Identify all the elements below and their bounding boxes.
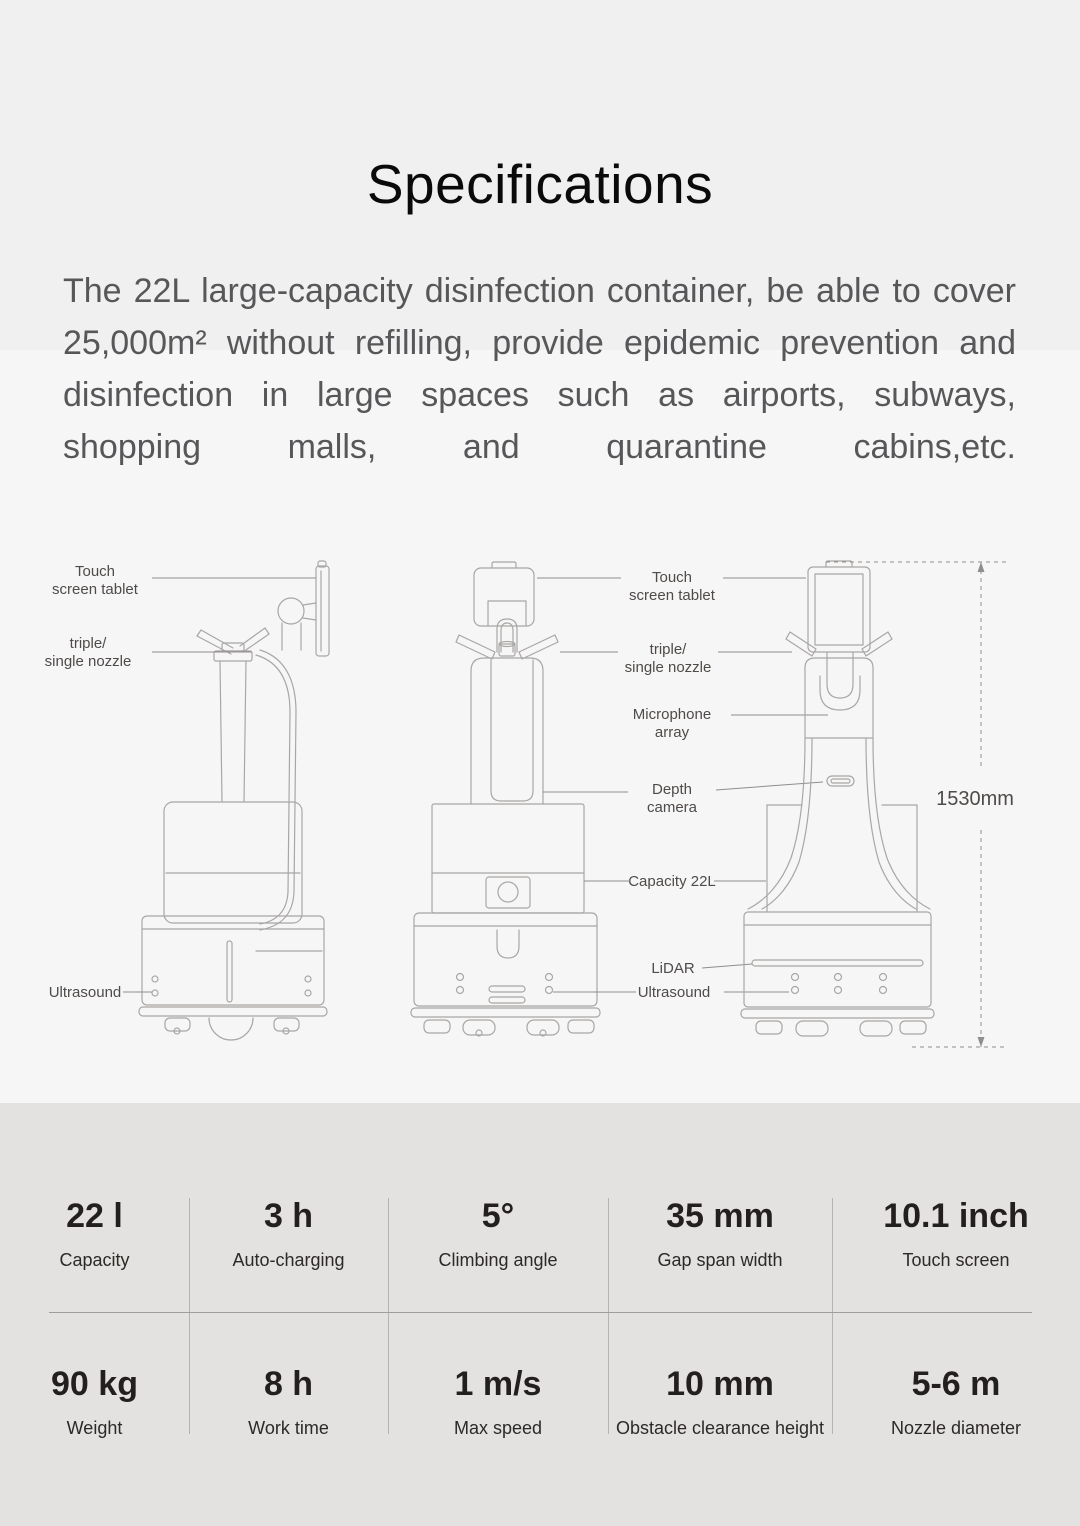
callout-nozzle: triple/ — [649, 641, 687, 658]
callout-nozzle-line2: single nozzle — [624, 659, 712, 676]
callout-depth-camera: Depth — [651, 781, 693, 798]
spec-auto-charging — [189, 1196, 388, 1312]
robot-back-view — [741, 561, 934, 1036]
spec-value: 22 l — [66, 1197, 123, 1235]
center-callouts — [537, 569, 828, 1001]
spec-label: Gap span width — [657, 1250, 783, 1270]
callout-side-touch-screen-tablet-line2: screen tablet — [52, 581, 138, 598]
spec-label: Obstacle clearance height — [615, 1418, 825, 1438]
row-divider — [49, 1312, 1032, 1313]
spec-label: Nozzle diameter — [890, 1418, 1022, 1438]
callout-side-touch-screen-tablet: Touch — [74, 563, 116, 580]
spec-value: 5° — [481, 1197, 515, 1235]
spec-value: 3 h — [263, 1197, 314, 1235]
spec-weight — [0, 1312, 189, 1439]
spec-gap-span-width — [608, 1196, 832, 1312]
spec-nozzle-diameter — [832, 1312, 1080, 1439]
spec-value: 10 mm — [666, 1365, 774, 1403]
robot-front-view — [411, 562, 600, 1036]
spec-row-1 — [0, 1196, 1080, 1312]
spec-value: 35 mm — [666, 1197, 774, 1235]
callout-side-ultrasound: Ultrasound — [48, 984, 122, 1001]
spec-value: 10.1 inch — [883, 1197, 1029, 1235]
callout-lidar: LiDAR — [651, 960, 695, 977]
spec-label: Capacity — [59, 1250, 130, 1270]
spec-value: 5-6 m — [911, 1365, 1001, 1403]
callout-microphone-array: Microphone — [632, 706, 712, 723]
callout-side-nozzle: triple/ — [69, 635, 107, 652]
robot-diagram — [0, 540, 1080, 1060]
callout-touch-screen-tablet: Touch — [651, 569, 693, 586]
callout-capacity: Capacity 22L — [628, 873, 716, 890]
robot-side-view — [139, 561, 329, 1040]
callout-ultrasound: Ultrasound — [637, 984, 711, 1001]
spec-capacity — [0, 1196, 189, 1312]
spec-value: 90 kg — [51, 1365, 138, 1403]
column-divider — [608, 1198, 609, 1434]
height-dimension-label: 1530mm — [936, 788, 1014, 810]
spec-label: Work time — [248, 1418, 329, 1438]
side-callouts — [45, 563, 316, 1001]
product-description: The 22L large-capacity disinfection container, be able to cover 25,000m² without refilling, provide epidemic prevention and disinfection in large spaces such as airports, subways, shopping malls, and quarantine cabins,etc. — [63, 272, 1016, 466]
spec-max-speed — [388, 1312, 608, 1439]
spec-obstacle-clearance — [608, 1312, 832, 1439]
spec-label: Touch screen — [902, 1250, 1010, 1270]
callout-depth-camera-line2: camera — [646, 799, 698, 816]
dimension-arrow-top — [978, 562, 985, 572]
column-divider — [832, 1198, 833, 1434]
spec-work-time — [189, 1312, 388, 1439]
column-divider — [388, 1198, 389, 1434]
dimension-arrow-bottom — [978, 1037, 985, 1047]
column-divider — [189, 1198, 190, 1434]
spec-label: Max speed — [453, 1418, 543, 1438]
callout-side-nozzle-line2: single nozzle — [44, 653, 132, 670]
spec-climbing-angle — [388, 1196, 608, 1312]
page-title: Specifications — [366, 152, 714, 215]
height-dimension — [826, 562, 1014, 1047]
spec-value: 1 m/s — [454, 1365, 542, 1403]
spec-row-2 — [0, 1312, 1080, 1438]
callout-touch-screen-tablet-line2: screen tablet — [629, 587, 715, 604]
spec-touch-screen — [832, 1196, 1080, 1312]
spec-value: 8 h — [263, 1365, 314, 1403]
callout-microphone-array-line2: array — [654, 724, 690, 741]
leader-depth-right — [716, 782, 823, 790]
spec-label: Weight — [66, 1418, 123, 1438]
spec-label: Climbing angle — [438, 1250, 558, 1270]
spec-label: Auto-charging — [232, 1250, 345, 1270]
